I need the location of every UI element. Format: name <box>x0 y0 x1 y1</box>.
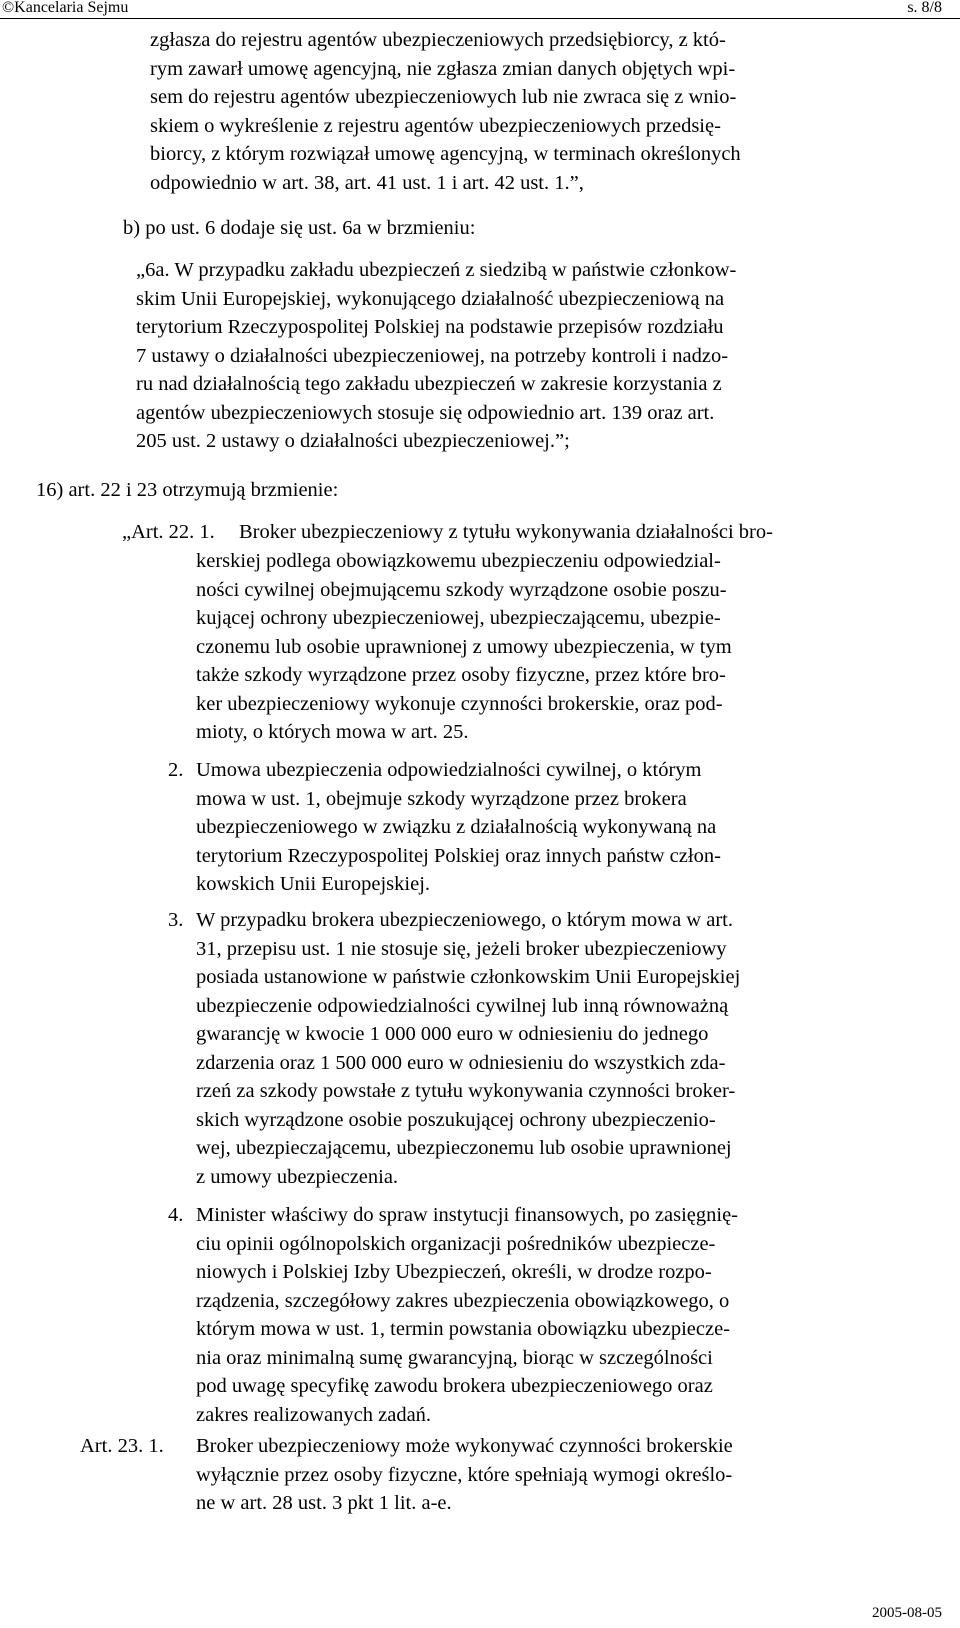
text-line: skich wyrządzone osobie poszukującej ochrony ubezpieczenio- <box>196 1108 716 1131</box>
text-line: skim Unii Europejskiej, wykonującego działalność ubezpieczeniową na <box>136 287 725 310</box>
text-line: także szkody wyrządzone przez osoby fizyczne, przez które bro- <box>196 664 726 686</box>
art22-4-number: 4. <box>168 1204 184 1226</box>
text-line: kerskiej podlega obowiązkowemu ubezpieczeniu odpowiedzial- <box>196 550 721 572</box>
text-line: zakres realizowanych zadań. <box>196 1403 432 1426</box>
text-line: terytorium Rzeczypospolitej Polskiej oraz innych państw człon- <box>196 844 721 867</box>
art22-3-paragraph <box>196 906 870 1191</box>
text-line: kowskich Unii Europejskiej. <box>196 873 431 895</box>
text-line: wyłącznie przez osoby fizyczne, które spełniają wymogi określo- <box>196 1463 733 1486</box>
text-line: terytorium Rzeczypospolitej Polskiej na podstawie przepisów rozdziału <box>136 316 724 338</box>
page-footer-date: 2005-08-05 <box>872 1605 942 1621</box>
text-line: gwarancję w kwocie 1 000 000 euro w odniesieniu do jednego <box>196 1023 709 1045</box>
text-line: ności cywilnej obejmującemu szkody wyrządzone osobie poszu- <box>196 578 727 601</box>
text-line: 31, przepisu ust. 1 nie stosuje się, jeżeli broker ubezpieczeniowy <box>196 937 727 960</box>
text-line: kującej ochrony ubezpieczeniowej, ubezpieczającemu, ubezpie- <box>196 607 721 629</box>
text-line: Minister właściwy do spraw instytucji finansowych, po zasięgnię- <box>196 1204 738 1226</box>
art23-label: Art. 23. 1. <box>80 1435 164 1457</box>
art22-1-paragraph <box>196 547 870 747</box>
text-line: odpowiednio w art. 38, art. 41 ust. 1 i art. 42 ust. 1.”, <box>150 171 584 194</box>
text-line: mowa w ust. 1, obejmuje szkody wyrządzone przez brokera <box>196 787 687 810</box>
text-line: W przypadku brokera ubezpieczeniowego, o którym mowa w art. <box>196 909 733 931</box>
text-line: ubezpieczeniowego w związku z działalnością wykonywaną na <box>196 816 717 838</box>
text-line: zdarzenia oraz 1 500 000 euro w odniesieniu do wszystkich zda- <box>196 1051 726 1074</box>
text-line: Broker ubezpieczeniowy może wykonywać czynności brokerskie <box>196 1435 733 1457</box>
paragraph-6a <box>138 256 870 456</box>
text-line: ru nad działalnością tego zakładu ubezpieczeń w zakresie korzystania z <box>136 373 722 395</box>
copyright-label: ©Kancelaria Sejmu <box>2 0 129 16</box>
text-line: biorcy, z którym rozwiązał umowę agencyjną, w terminach określonych <box>150 143 741 165</box>
art22-2-paragraph <box>196 756 870 899</box>
page-header <box>0 0 960 19</box>
art22-3-number: 3. <box>168 909 184 931</box>
text-line: sem do rejestru agentów ubezpieczeniowych lub nie zwraca się z wnio- <box>150 86 737 108</box>
art23-paragraph <box>196 1432 870 1518</box>
text-line: agentów ubezpieczeniowych stosuje się odpowiednio art. 139 oraz art. <box>136 401 715 424</box>
text-line: nia oraz minimalną sumę gwarancyjną, biorąc w szczególności <box>196 1346 713 1369</box>
text-line: ne w art. 28 ust. 3 pkt 1 lit. a-e. <box>196 1492 452 1514</box>
text-line: rzeń za szkody powstałe z tytułu wykonywania czynności broker- <box>196 1080 736 1102</box>
text-line: Umowa ubezpieczenia odpowiedzialności cywilnej, o którym <box>196 759 702 781</box>
text-line: skiem o wykreślenie z rejestru agentów ubezpieczeniowych przedsię- <box>150 114 721 137</box>
text-line: zgłasza do rejestru agentów ubezpieczeniowych przedsiębiorcy, z któ- <box>150 29 726 51</box>
point-b: b) po ust. 6 dodaje się ust. 6a w brzmieniu: <box>123 217 476 239</box>
text-line: rządzenia, szczegółowy zakres ubezpieczenia obowiązkowego, o <box>196 1289 730 1312</box>
text-line: ker ubezpieczeniowy wykonuje czynności brokerskie, oraz pod- <box>196 692 723 715</box>
text-line: ubezpieczenie odpowiedzialności cywilnej lub inną równoważną <box>196 994 729 1017</box>
point-16: 16) art. 22 i 23 otrzymują brzmienie: <box>36 479 339 501</box>
text-line: wej, ubezpieczającemu, ubezpieczonemu lub osobie uprawnionej <box>196 1137 732 1159</box>
page-number: s. 8/8 <box>907 0 942 16</box>
text-line: posiada ustanowione w państwie członkowskim Unii Europejskiej <box>196 966 741 988</box>
text-line: mioty, o których mowa w art. 25. <box>196 721 469 743</box>
art22-1-first-line: Broker ubezpieczeniowy z tytułu wykonywania działalności bro- <box>239 521 773 543</box>
text-line: niowych i Polskiej Izby Ubezpieczeń, określi, w drodze rozpo- <box>196 1261 712 1283</box>
intro-paragraph <box>150 26 870 197</box>
text-line: którym mowa w ust. 1, termin powstania obowiązku ubezpiecze- <box>196 1318 730 1340</box>
text-line: z umowy ubezpieczenia. <box>196 1165 399 1188</box>
art22-label: „Art. 22. 1. <box>122 521 215 543</box>
text-line: ciu opinii ogólnopolskich organizacji pośredników ubezpiecze- <box>196 1232 716 1255</box>
text-line: pod uwagę specyfikę zawodu brokera ubezpieczeniowego oraz <box>196 1375 713 1397</box>
text-line: rym zawarł umowę agencyjną, nie zgłasza zmian danych objętych wpi- <box>150 57 736 80</box>
art22-2-number: 2. <box>168 759 184 781</box>
art22-4-paragraph <box>196 1201 870 1429</box>
text-line: „6a. W przypadku zakładu ubezpieczeń z siedzibą w państwie członkow- <box>136 259 737 281</box>
text-line: 205 ust. 2 ustawy o działalności ubezpieczeniowej.”; <box>136 430 570 452</box>
text-line: czonemu lub osobie uprawnionej z umowy ubezpieczenia, w tym <box>196 635 732 658</box>
text-line: 7 ustawy o działalności ubezpieczeniowej, na potrzeby kontroli i nadzo- <box>136 344 729 367</box>
